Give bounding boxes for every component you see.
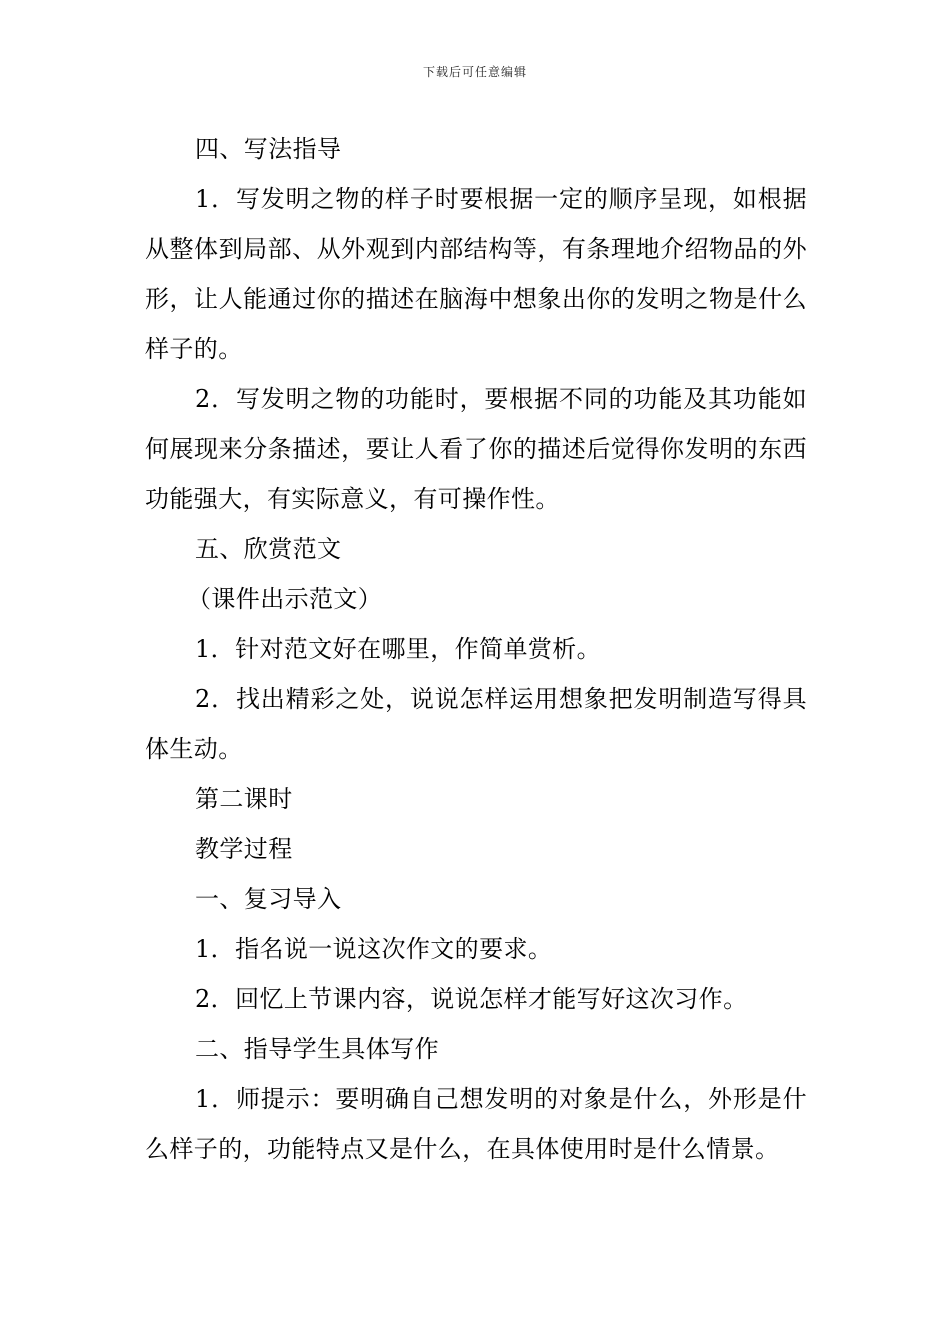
paragraph-highlights: 2．找出精彩之处，说说怎样运用想象把发明制造写得具体生动。: [145, 685, 807, 763]
section-heading-writing-guidance: 四、写法指导: [195, 135, 342, 163]
document-body: [145, 124, 807, 1174]
paragraph-courseware-note: （课件出示范文）: [187, 585, 383, 613]
section-heading-model-essay: 五、欣赏范文: [195, 535, 342, 563]
page-header-note: 下载后可任意编辑: [422, 65, 527, 79]
paragraph-appearance-guidance: 1．写发明之物的样子时要根据一定的顺序呈现，如根据从整体到局部、从外观到内部结构等，有条理地介绍物品的外形，让人能通过你的描述在脑海中想象出你的发明之物是什么样子的。: [145, 185, 807, 363]
paragraph-function-guidance: 2．写发明之物的功能时，要根据不同的功能及其功能如何展现来分条描述，要让人看了你的描述后觉得你发明的东西功能强大，有实际意义，有可操作性。: [145, 385, 807, 513]
paragraph-recall: 2．回忆上节课内容，说说怎样才能写好这次习作。: [195, 985, 748, 1013]
section-heading-review: 一、复习导入: [195, 885, 342, 913]
paragraph-requirements: 1．指名说一说这次作文的要求。: [195, 935, 553, 963]
lesson-heading-teaching-process: 教学过程: [195, 835, 293, 863]
paragraph-teacher-tips: 1．师提示：要明确自己想发明的对象是什么，外形是什么样子的，功能特点又是什么，在具体使用时是什么情景。: [145, 1085, 807, 1163]
lesson-heading-second-period: 第二课时: [195, 785, 293, 813]
paragraph-essay-appreciation: 1．针对范文好在哪里，作简单赏析。: [195, 635, 602, 663]
section-heading-writing-practice: 二、指导学生具体写作: [195, 1035, 439, 1063]
